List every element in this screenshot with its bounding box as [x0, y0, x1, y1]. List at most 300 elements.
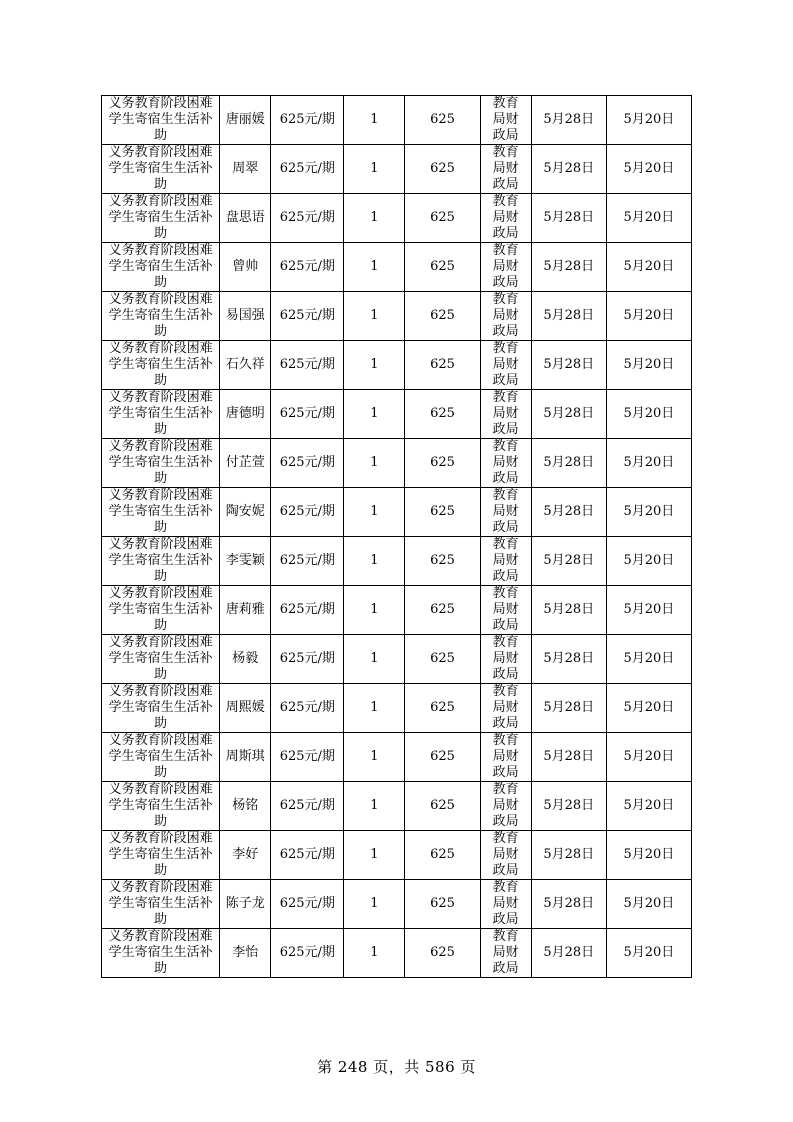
- date-cell-2: [606, 635, 691, 684]
- amount-text: 625: [430, 798, 455, 813]
- date2-text: 5月20日: [623, 602, 675, 617]
- date1-text: 5月28日: [543, 896, 595, 911]
- table-row: [102, 537, 692, 586]
- standard-cell: [271, 439, 344, 488]
- amount-cell: [405, 341, 480, 390]
- table-row: [102, 782, 692, 831]
- count-cell: [344, 635, 405, 684]
- standard-cell: [271, 929, 344, 978]
- standard-text: 625元/期: [279, 700, 335, 715]
- department-cell: [480, 292, 531, 341]
- amount-text: 625: [430, 847, 455, 862]
- date-cell-1: [531, 145, 606, 194]
- subsidy-item-cell: [102, 880, 220, 929]
- item-text: 义务教育阶段困难学生寄宿生生活补助: [108, 292, 213, 339]
- count-text: 1: [370, 308, 379, 323]
- recipient-name-cell: [220, 635, 271, 684]
- standard-text: 625元/期: [279, 602, 335, 617]
- count-cell: [344, 292, 405, 341]
- subsidy-item-cell: [102, 390, 220, 439]
- item-text: 义务教育阶段困难学生寄宿生生活补助: [108, 684, 213, 731]
- date-cell-2: [606, 684, 691, 733]
- standard-text: 625元/期: [279, 210, 335, 225]
- amount-text: 625: [430, 308, 455, 323]
- name-text: 李怡: [232, 945, 259, 960]
- standard-cell: [271, 292, 344, 341]
- date1-text: 5月28日: [543, 161, 595, 176]
- subsidy-item-cell: [102, 733, 220, 782]
- date-cell-2: [606, 194, 691, 243]
- date-cell-1: [531, 96, 606, 145]
- name-text: 杨铭: [232, 798, 259, 813]
- recipient-name-cell: [220, 341, 271, 390]
- date-cell-2: [606, 439, 691, 488]
- department-text: 教育局财政局: [492, 194, 519, 241]
- date-cell-2: [606, 292, 691, 341]
- department-cell: [480, 880, 531, 929]
- department-cell: [480, 733, 531, 782]
- standard-text: 625元/期: [279, 798, 335, 813]
- item-text: 义务教育阶段困难学生寄宿生生活补助: [108, 243, 213, 290]
- standard-cell: [271, 880, 344, 929]
- table-row: [102, 145, 692, 194]
- amount-text: 625: [430, 651, 455, 666]
- standard-cell: [271, 341, 344, 390]
- name-text: 盘思语: [225, 210, 265, 225]
- table-row: [102, 488, 692, 537]
- name-text: 周斯琪: [225, 749, 265, 764]
- subsidy-item-cell: [102, 635, 220, 684]
- date1-text: 5月28日: [543, 749, 595, 764]
- department-text: 教育局财政局: [492, 390, 519, 437]
- amount-cell: [405, 292, 480, 341]
- department-text: 教育局财政局: [492, 880, 519, 927]
- standard-cell: [271, 96, 344, 145]
- amount-cell: [405, 96, 480, 145]
- table-body: [102, 96, 692, 978]
- item-text: 义务教育阶段困难学生寄宿生生活补助: [108, 194, 213, 241]
- date1-text: 5月28日: [543, 798, 595, 813]
- date-cell-1: [531, 194, 606, 243]
- count-cell: [344, 537, 405, 586]
- date-cell-1: [531, 635, 606, 684]
- date2-text: 5月20日: [623, 406, 675, 421]
- standard-cell: [271, 831, 344, 880]
- count-cell: [344, 684, 405, 733]
- amount-text: 625: [430, 210, 455, 225]
- date2-text: 5月20日: [623, 798, 675, 813]
- department-text: 教育局财政局: [492, 586, 519, 633]
- amount-text: 625: [430, 504, 455, 519]
- subsidy-item-cell: [102, 96, 220, 145]
- amount-text: 625: [430, 553, 455, 568]
- subsidy-item-cell: [102, 194, 220, 243]
- standard-text: 625元/期: [279, 357, 335, 372]
- department-cell: [480, 929, 531, 978]
- subsidy-item-cell: [102, 831, 220, 880]
- department-cell: [480, 96, 531, 145]
- department-text: 教育局财政局: [492, 96, 519, 143]
- table-row: [102, 341, 692, 390]
- date2-text: 5月20日: [623, 651, 675, 666]
- department-text: 教育局财政局: [492, 439, 519, 486]
- department-cell: [480, 145, 531, 194]
- subsidy-item-cell: [102, 292, 220, 341]
- date1-text: 5月28日: [543, 406, 595, 421]
- standard-cell: [271, 537, 344, 586]
- date1-text: 5月28日: [543, 210, 595, 225]
- date-cell-2: [606, 488, 691, 537]
- department-cell: [480, 635, 531, 684]
- department-text: 教育局财政局: [492, 684, 519, 731]
- count-cell: [344, 782, 405, 831]
- amount-text: 625: [430, 602, 455, 617]
- date-cell-1: [531, 537, 606, 586]
- recipient-name-cell: [220, 390, 271, 439]
- standard-text: 625元/期: [279, 504, 335, 519]
- date2-text: 5月20日: [623, 357, 675, 372]
- recipient-name-cell: [220, 292, 271, 341]
- table-row: [102, 194, 692, 243]
- date1-text: 5月28日: [543, 112, 595, 127]
- name-text: 周熙媛: [225, 700, 265, 715]
- count-cell: [344, 194, 405, 243]
- name-text: 唐莉雅: [225, 602, 265, 617]
- date-cell-1: [531, 831, 606, 880]
- item-text: 义务教育阶段困难学生寄宿生生活补助: [108, 782, 213, 829]
- date1-text: 5月28日: [543, 504, 595, 519]
- date1-text: 5月28日: [543, 847, 595, 862]
- table-row: [102, 439, 692, 488]
- count-text: 1: [370, 455, 379, 470]
- amount-cell: [405, 390, 480, 439]
- department-cell: [480, 782, 531, 831]
- date-cell-2: [606, 537, 691, 586]
- standard-cell: [271, 194, 344, 243]
- department-text: 教育局财政局: [492, 537, 519, 584]
- item-text: 义务教育阶段困难学生寄宿生生活补助: [108, 929, 213, 976]
- date-cell-1: [531, 243, 606, 292]
- standard-cell: [271, 390, 344, 439]
- department-cell: [480, 390, 531, 439]
- standard-text: 625元/期: [279, 945, 335, 960]
- amount-cell: [405, 929, 480, 978]
- amount-text: 625: [430, 896, 455, 911]
- count-cell: [344, 586, 405, 635]
- count-text: 1: [370, 357, 379, 372]
- date-cell-1: [531, 439, 606, 488]
- amount-cell: [405, 586, 480, 635]
- department-cell: [480, 586, 531, 635]
- department-cell: [480, 341, 531, 390]
- amount-cell: [405, 733, 480, 782]
- count-text: 1: [370, 945, 379, 960]
- department-cell: [480, 831, 531, 880]
- date1-text: 5月28日: [543, 308, 595, 323]
- standard-text: 625元/期: [279, 406, 335, 421]
- subsidy-item-cell: [102, 341, 220, 390]
- name-text: 陶安妮: [225, 504, 265, 519]
- recipient-name-cell: [220, 96, 271, 145]
- count-cell: [344, 96, 405, 145]
- subsidy-item-cell: [102, 439, 220, 488]
- department-cell: [480, 243, 531, 292]
- count-cell: [344, 243, 405, 292]
- table-row: [102, 96, 692, 145]
- item-text: 义务教育阶段困难学生寄宿生生活补助: [108, 439, 213, 486]
- subsidy-item-cell: [102, 243, 220, 292]
- date-cell-2: [606, 880, 691, 929]
- amount-text: 625: [430, 357, 455, 372]
- recipient-name-cell: [220, 831, 271, 880]
- amount-cell: [405, 537, 480, 586]
- amount-text: 625: [430, 406, 455, 421]
- date-cell-2: [606, 145, 691, 194]
- amount-cell: [405, 145, 480, 194]
- recipient-name-cell: [220, 880, 271, 929]
- recipient-name-cell: [220, 439, 271, 488]
- amount-cell: [405, 439, 480, 488]
- standard-cell: [271, 635, 344, 684]
- date-cell-1: [531, 684, 606, 733]
- standard-cell: [271, 782, 344, 831]
- date1-text: 5月28日: [543, 651, 595, 666]
- standard-text: 625元/期: [279, 847, 335, 862]
- item-text: 义务教育阶段困难学生寄宿生生活补助: [108, 96, 213, 143]
- subsidy-item-cell: [102, 537, 220, 586]
- table-row: [102, 586, 692, 635]
- count-text: 1: [370, 259, 379, 274]
- date-cell-1: [531, 782, 606, 831]
- amount-cell: [405, 880, 480, 929]
- count-cell: [344, 439, 405, 488]
- date-cell-1: [531, 929, 606, 978]
- date2-text: 5月20日: [623, 504, 675, 519]
- date2-text: 5月20日: [623, 847, 675, 862]
- date1-text: 5月28日: [543, 259, 595, 274]
- count-text: 1: [370, 651, 379, 666]
- item-text: 义务教育阶段困难学生寄宿生生活补助: [108, 831, 213, 878]
- department-text: 教育局财政局: [492, 635, 519, 682]
- name-text: 曾帅: [232, 259, 259, 274]
- name-text: 周翠: [232, 161, 259, 176]
- date2-text: 5月20日: [623, 210, 675, 225]
- date-cell-2: [606, 929, 691, 978]
- date2-text: 5月20日: [623, 896, 675, 911]
- date-cell-1: [531, 390, 606, 439]
- table-row: [102, 929, 692, 978]
- standard-text: 625元/期: [279, 308, 335, 323]
- department-text: 教育局财政局: [492, 831, 519, 878]
- recipient-name-cell: [220, 243, 271, 292]
- date-cell-2: [606, 831, 691, 880]
- amount-text: 625: [430, 112, 455, 127]
- date2-text: 5月20日: [623, 553, 675, 568]
- date-cell-1: [531, 880, 606, 929]
- table-row: [102, 390, 692, 439]
- date-cell-1: [531, 586, 606, 635]
- name-text: 付芷萱: [225, 455, 265, 470]
- item-text: 义务教育阶段困难学生寄宿生生活补助: [108, 880, 213, 927]
- count-text: 1: [370, 896, 379, 911]
- subsidy-item-cell: [102, 782, 220, 831]
- department-text: 教育局财政局: [492, 243, 519, 290]
- department-cell: [480, 194, 531, 243]
- amount-text: 625: [430, 945, 455, 960]
- standard-text: 625元/期: [279, 749, 335, 764]
- name-text: 李雯颖: [225, 553, 265, 568]
- standard-cell: [271, 733, 344, 782]
- subsidy-item-cell: [102, 684, 220, 733]
- item-text: 义务教育阶段困难学生寄宿生生活补助: [108, 733, 213, 780]
- subsidy-table: [101, 95, 692, 978]
- date-cell-1: [531, 292, 606, 341]
- page-footer: 第 248 页，共 586 页: [317, 1058, 476, 1076]
- subsidy-item-cell: [102, 929, 220, 978]
- department-text: 教育局财政局: [492, 292, 519, 339]
- subsidy-item-cell: [102, 145, 220, 194]
- standard-text: 625元/期: [279, 161, 335, 176]
- date-cell-1: [531, 488, 606, 537]
- date-cell-1: [531, 341, 606, 390]
- recipient-name-cell: [220, 733, 271, 782]
- department-text: 教育局财政局: [492, 145, 519, 192]
- table-row: [102, 733, 692, 782]
- count-cell: [344, 145, 405, 194]
- date2-text: 5月20日: [623, 945, 675, 960]
- date1-text: 5月28日: [543, 602, 595, 617]
- count-text: 1: [370, 798, 379, 813]
- standard-cell: [271, 586, 344, 635]
- standard-text: 625元/期: [279, 553, 335, 568]
- standard-text: 625元/期: [279, 112, 335, 127]
- count-cell: [344, 488, 405, 537]
- item-text: 义务教育阶段困难学生寄宿生生活补助: [108, 586, 213, 633]
- count-text: 1: [370, 406, 379, 421]
- table-row: [102, 880, 692, 929]
- date-cell-1: [531, 733, 606, 782]
- date2-text: 5月20日: [623, 455, 675, 470]
- count-text: 1: [370, 504, 379, 519]
- department-cell: [480, 537, 531, 586]
- amount-cell: [405, 635, 480, 684]
- recipient-name-cell: [220, 929, 271, 978]
- amount-text: 625: [430, 259, 455, 274]
- count-cell: [344, 831, 405, 880]
- date2-text: 5月20日: [623, 749, 675, 764]
- amount-cell: [405, 488, 480, 537]
- amount-text: 625: [430, 700, 455, 715]
- item-text: 义务教育阶段困难学生寄宿生生活补助: [108, 488, 213, 535]
- table-row: [102, 635, 692, 684]
- table-row: [102, 831, 692, 880]
- recipient-name-cell: [220, 145, 271, 194]
- date2-text: 5月20日: [623, 308, 675, 323]
- standard-text: 625元/期: [279, 651, 335, 666]
- date2-text: 5月20日: [623, 112, 675, 127]
- amount-text: 625: [430, 749, 455, 764]
- name-text: 唐丽媛: [225, 112, 265, 127]
- count-text: 1: [370, 749, 379, 764]
- amount-cell: [405, 684, 480, 733]
- department-cell: [480, 488, 531, 537]
- item-text: 义务教育阶段困难学生寄宿生生活补助: [108, 537, 213, 584]
- name-text: 陈子龙: [225, 896, 265, 911]
- item-text: 义务教育阶段困难学生寄宿生生活补助: [108, 635, 213, 682]
- count-text: 1: [370, 700, 379, 715]
- name-text: 杨毅: [232, 651, 259, 666]
- name-text: 唐德明: [225, 406, 265, 421]
- date-cell-2: [606, 733, 691, 782]
- date1-text: 5月28日: [543, 700, 595, 715]
- amount-text: 625: [430, 161, 455, 176]
- count-cell: [344, 733, 405, 782]
- count-cell: [344, 390, 405, 439]
- count-text: 1: [370, 210, 379, 225]
- amount-cell: [405, 194, 480, 243]
- amount-cell: [405, 831, 480, 880]
- recipient-name-cell: [220, 586, 271, 635]
- department-cell: [480, 439, 531, 488]
- count-text: 1: [370, 847, 379, 862]
- recipient-name-cell: [220, 684, 271, 733]
- date-cell-2: [606, 341, 691, 390]
- department-text: 教育局财政局: [492, 733, 519, 780]
- name-text: 易国强: [225, 308, 265, 323]
- date1-text: 5月28日: [543, 357, 595, 372]
- table-row: [102, 292, 692, 341]
- count-cell: [344, 341, 405, 390]
- amount-cell: [405, 782, 480, 831]
- table-row: [102, 243, 692, 292]
- date1-text: 5月28日: [543, 945, 595, 960]
- standard-cell: [271, 684, 344, 733]
- count-text: 1: [370, 161, 379, 176]
- standard-text: 625元/期: [279, 259, 335, 274]
- recipient-name-cell: [220, 488, 271, 537]
- count-text: 1: [370, 112, 379, 127]
- subsidy-item-cell: [102, 586, 220, 635]
- date-cell-2: [606, 586, 691, 635]
- date-cell-2: [606, 96, 691, 145]
- date1-text: 5月28日: [543, 455, 595, 470]
- standard-cell: [271, 488, 344, 537]
- item-text: 义务教育阶段困难学生寄宿生生活补助: [108, 341, 213, 388]
- department-text: 教育局财政局: [492, 782, 519, 829]
- date2-text: 5月20日: [623, 700, 675, 715]
- recipient-name-cell: [220, 194, 271, 243]
- subsidy-item-cell: [102, 488, 220, 537]
- count-text: 1: [370, 602, 379, 617]
- count-text: 1: [370, 553, 379, 568]
- date2-text: 5月20日: [623, 259, 675, 274]
- standard-text: 625元/期: [279, 455, 335, 470]
- department-cell: [480, 684, 531, 733]
- amount-cell: [405, 243, 480, 292]
- amount-text: 625: [430, 455, 455, 470]
- date1-text: 5月28日: [543, 553, 595, 568]
- date-cell-2: [606, 390, 691, 439]
- count-cell: [344, 880, 405, 929]
- item-text: 义务教育阶段困难学生寄宿生生活补助: [108, 145, 213, 192]
- standard-text: 625元/期: [279, 896, 335, 911]
- date-cell-2: [606, 782, 691, 831]
- item-text: 义务教育阶段困难学生寄宿生生活补助: [108, 390, 213, 437]
- date2-text: 5月20日: [623, 161, 675, 176]
- table-row: [102, 684, 692, 733]
- recipient-name-cell: [220, 782, 271, 831]
- name-text: 石久祥: [225, 357, 265, 372]
